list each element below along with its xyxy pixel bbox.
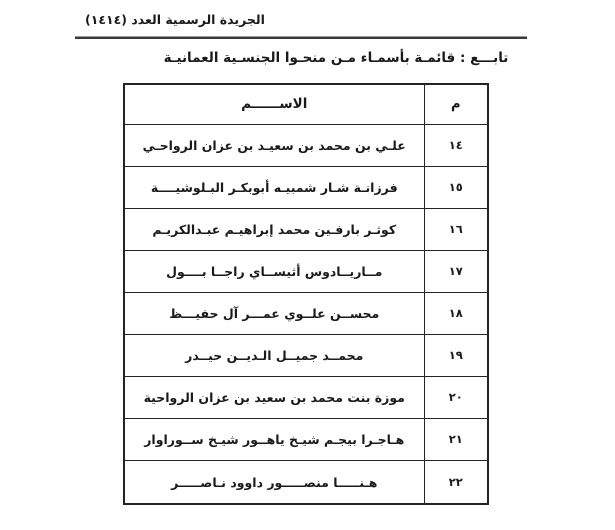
number-cell: ١٨ <box>424 292 488 334</box>
number-cell: ١٦ <box>424 208 488 250</box>
name-cell: هـنـــــا منصـــــور داوود نـاصـــــر <box>124 461 424 505</box>
number-cell: ٢١ <box>424 418 488 460</box>
table-row <box>124 418 488 460</box>
name-cell: موزة بنت محمد بن سعيد بن عزان الرواحية <box>124 376 424 418</box>
number-cell: ١٤ <box>424 124 488 166</box>
table-row <box>124 461 488 505</box>
name-cell: هـاجـرا بيجـم شيـخ ياهــور شيـخ ســوراوار <box>124 418 424 460</box>
name-column-header: الاســــــم <box>124 84 424 124</box>
name-cell: محمــد جميــل الـديــن حيــدر <box>124 334 424 376</box>
table-row <box>124 208 488 250</box>
naturalized-names-table <box>123 83 489 505</box>
table-row <box>124 334 488 376</box>
number-cell: ٢٠ <box>424 376 488 418</box>
table-header-row <box>124 84 488 124</box>
name-cell: فرزانـة شـار شمبيـه أبوبكـر البـلوشيــــة <box>124 166 424 208</box>
name-cell: محســن علــوي عمـــر آل حفيـــظ <box>124 292 424 334</box>
page-title: تابـــع : قائمـة بأسمـاء مـن منحـوا الجنسـية العمانيـة <box>163 50 509 66</box>
table-row <box>124 250 488 292</box>
number-column-header: م <box>424 84 488 124</box>
table-row <box>124 376 488 418</box>
name-cell: مــاريــادوس أثيســاي راجــا بــــول <box>124 250 424 292</box>
number-cell: ٢٢ <box>424 461 488 505</box>
table-row <box>124 166 488 208</box>
header-divider-rule <box>75 36 527 39</box>
number-cell: ١٥ <box>424 166 488 208</box>
name-cell: كوثـر بارفـين محمد إبراهيـم عبـدالكريـم <box>124 208 424 250</box>
table-row <box>124 292 488 334</box>
number-cell: ١٩ <box>424 334 488 376</box>
name-cell: علـي بن محمد بن سعيـد بن عزان الرواحـي <box>124 124 424 166</box>
number-cell: ١٧ <box>424 250 488 292</box>
table-row <box>124 124 488 166</box>
gazette-issue-header: الجريدة الرسمية العدد (١٤١٤) <box>85 12 265 27</box>
